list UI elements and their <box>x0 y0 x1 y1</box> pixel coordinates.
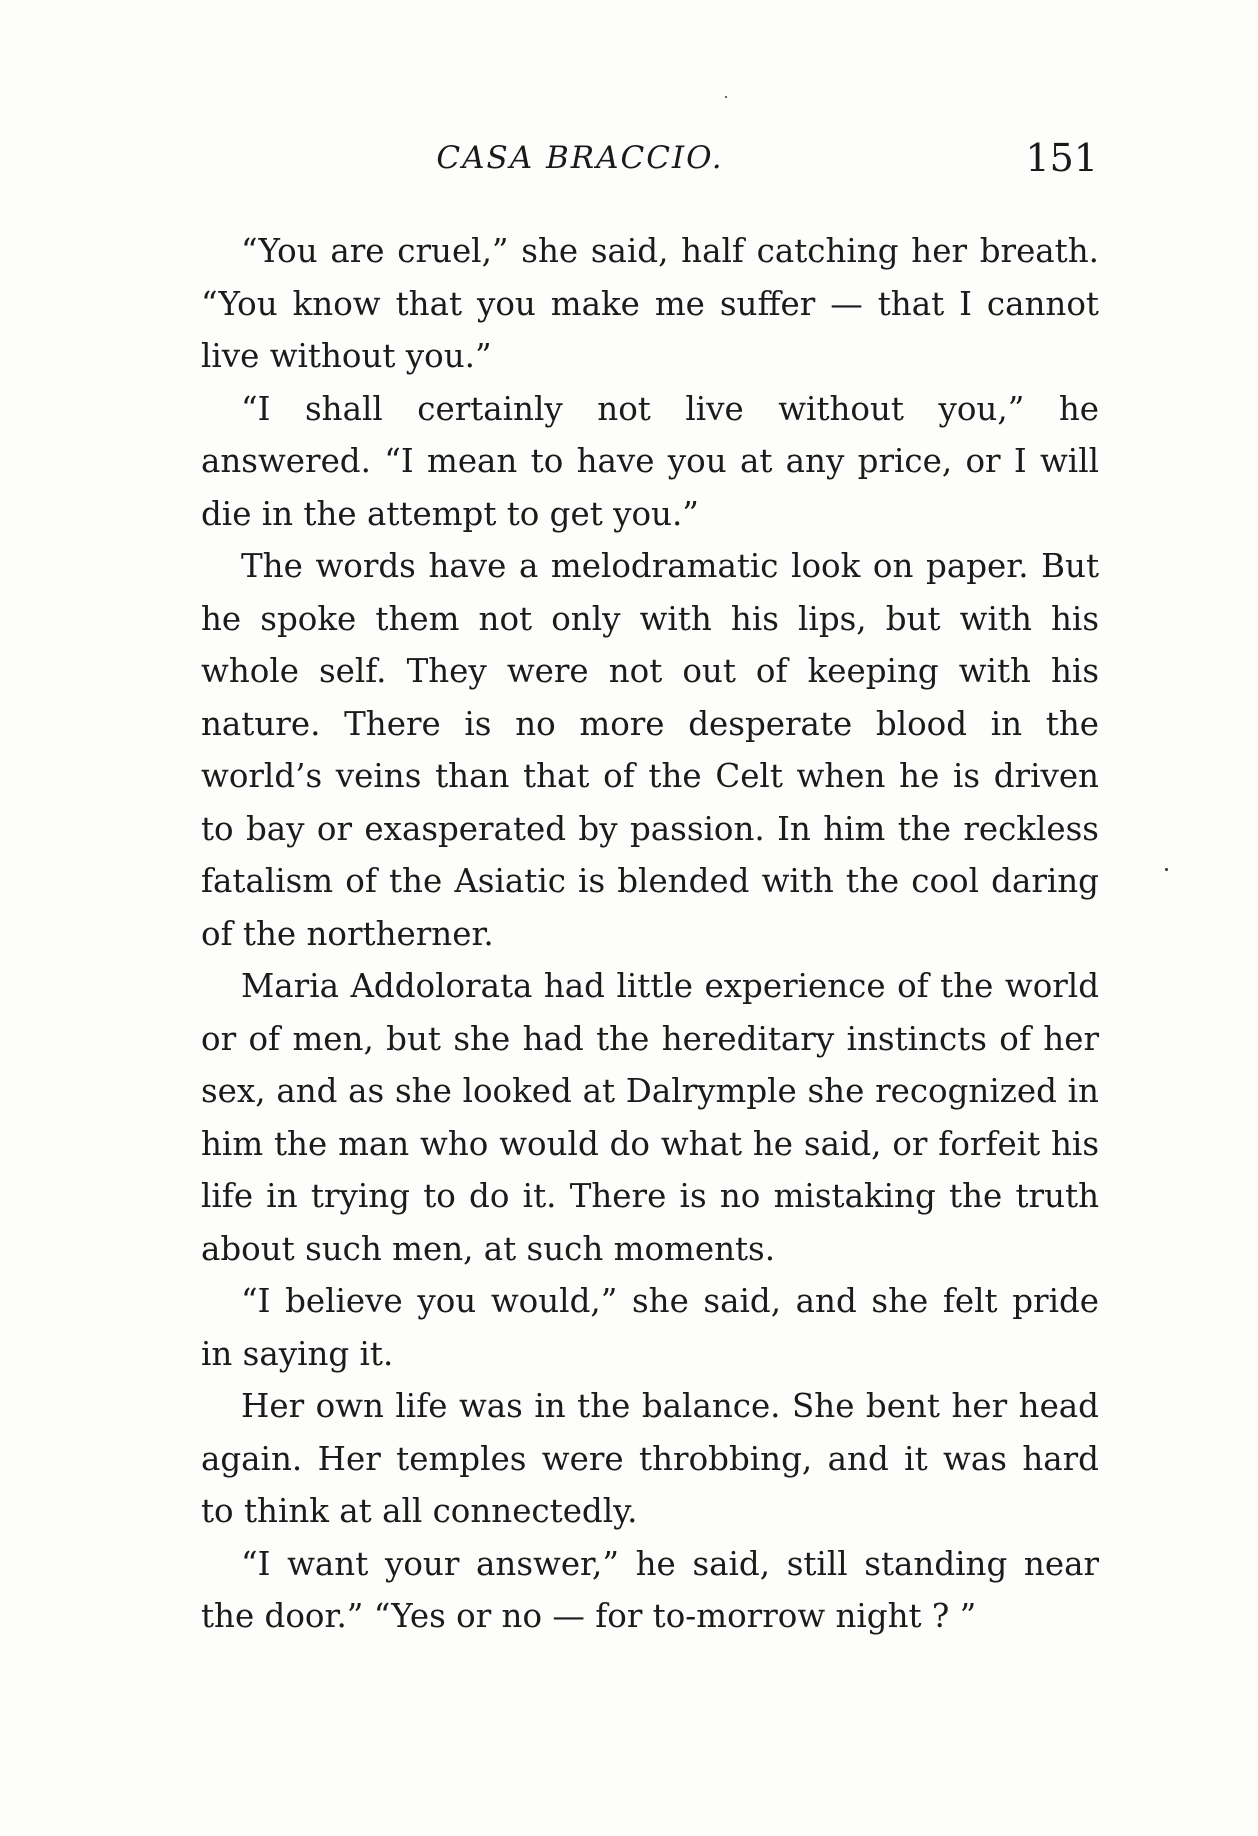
body-text <box>201 225 1099 1643</box>
scan-speck <box>725 96 727 98</box>
running-title: CASA BRACCIO. <box>436 140 724 176</box>
paragraph-5: “I believe you would,” she said, and she felt pride in saying it. <box>201 1282 1099 1373</box>
paragraph-1: “You are cruel,” she said, half catching her breath. “You know that you make me suffer — that I cannot live without you.” <box>201 232 1099 375</box>
page-number: 151 <box>1025 136 1098 180</box>
running-head <box>200 128 1098 188</box>
paragraph-3: The words have a melodramatic look on paper. But he spoke them not only with his lips, but with his whole self. They were not out of keeping with his nature. There is no more desperate blood in the world’s veins than that of the Celt when he is driven to bay or exasperated by passion. In him the reckless fatalism of the Asiatic is blended with the cool daring of the northerner. <box>201 547 1099 953</box>
paragraph-6: Her own life was in the balance. She bent her head again. Her temples were throbbing, and it was hard to think at all connectedly. <box>201 1387 1099 1530</box>
paragraph-2: “I shall certainly not live without you,” he answered. “I mean to have you at any price, or I will die in the attempt to get you.” <box>201 389 1099 533</box>
paragraph-4: Maria Addolorata had little experience of the world or of men, but she had the hereditary instincts of her sex, and as she looked at Dalrymple she recognized in him the man who would do what he said, or forfeit his life in trying to do it. There is no mistaking the truth about such men, at such moments. <box>201 967 1099 1268</box>
paragraph-7: “I want your answer,” he said, still standing near the door.” “Yes or no — for to-morrow night ? ” <box>201 1544 1099 1635</box>
scan-speck <box>1165 868 1168 871</box>
